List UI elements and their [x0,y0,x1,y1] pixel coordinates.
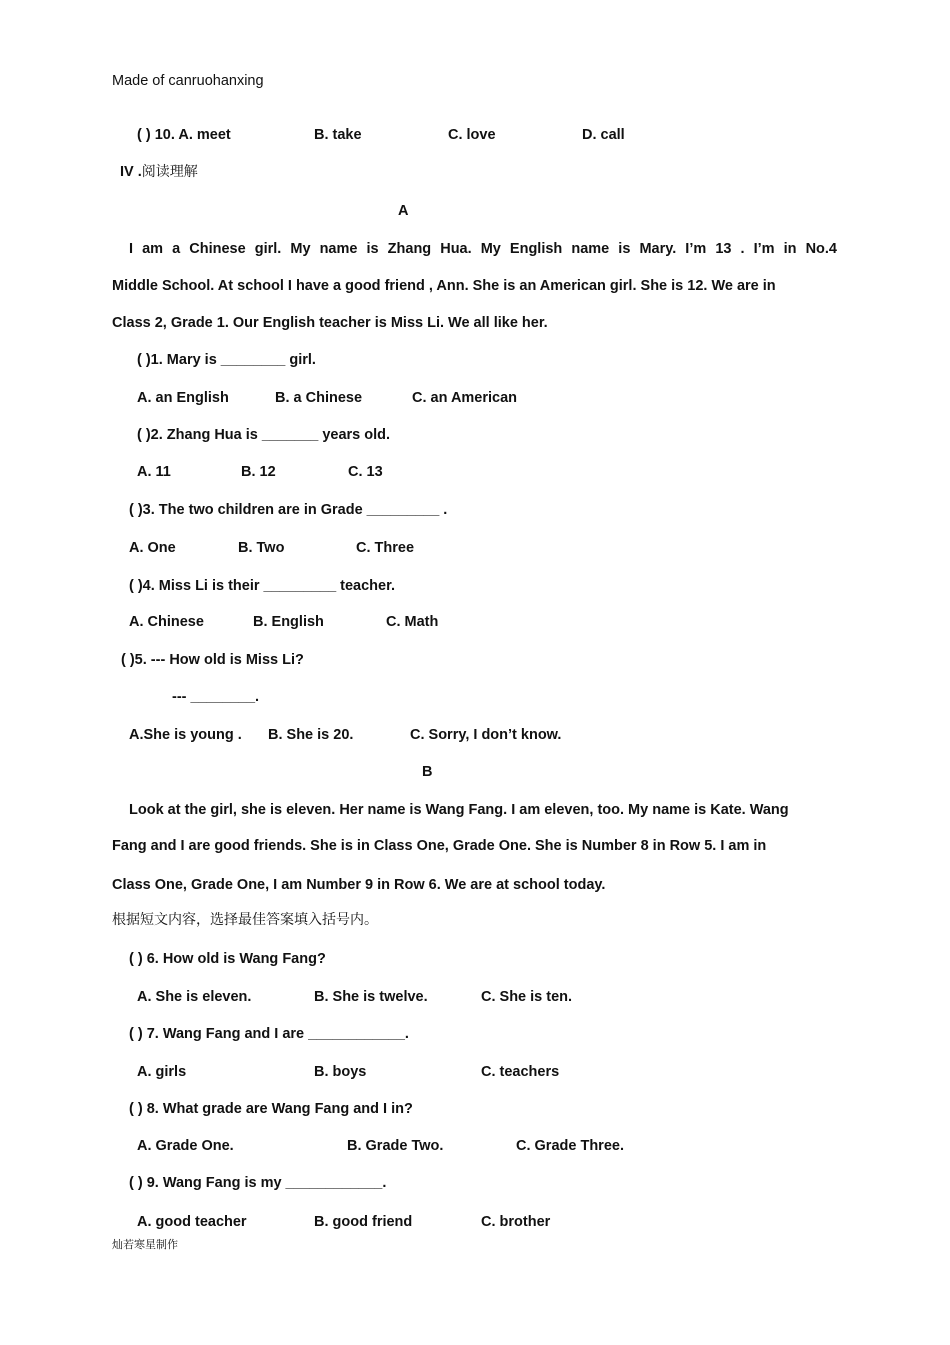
question-4-option-c: C. Math [386,614,439,630]
passage-b-line-1: Look at the girl, she is eleven. Her name is Wang Fang. I am eleven, too. My name is Kate. Wang [129,802,789,818]
passage-b-line-2: Fang and I are good friends. She is in Class One, Grade One. She is Number 8 in Row 5. I am in [112,838,767,854]
question-4-option-a: A. Chinese [129,614,204,630]
question-7-option-b: B. boys [314,1064,367,1080]
question-10-option-c: C. love [448,127,496,143]
question-7-stem: ( ) 7. Wang Fang and I are ____________. [129,1026,409,1042]
question-5-option-c: C. Sorry, I don’t know. [410,727,562,743]
section-title-cn: 阅读理解 [141,164,198,180]
passage-b-label: B [422,764,433,780]
section-title [120,163,198,181]
question-9-option-a: A. good teacher [137,1214,247,1230]
page-footer: 灿若寒星制作 [112,1238,178,1251]
question-10-option-d: D. call [582,127,625,143]
question-8-stem: ( ) 8. What grade are Wang Fang and I in? [129,1101,413,1117]
passage-a-line-3: Class 2, Grade 1. Our English teacher is Miss Li. We all like her. [112,315,548,331]
question-1-option-c: C. an American [412,390,518,406]
passage-a-line-2: Middle School. At school I have a good friend , Ann. She is an American girl. She is 12. We are in [112,278,776,294]
question-2-option-b: B. 12 [241,464,276,480]
question-9-stem: ( ) 9. Wang Fang is my ____________. [129,1175,387,1191]
question-2-option-a: A. 11 [137,464,171,480]
question-8-option-b: B. Grade Two. [347,1138,444,1154]
question-8-option-a: A. Grade One. [137,1138,234,1154]
question-10-option-b: B. take [314,127,362,143]
question-5-option-b: B. She is 20. [268,727,354,743]
question-5-stem: ( )5. --- How old is Miss Li? [121,652,304,668]
question-2-stem: ( )2. Zhang Hua is _______ years old. [137,427,391,443]
question-1-stem: ( )1. Mary is ________ girl. [137,352,316,368]
question-8-option-c: C. Grade Three. [516,1138,624,1154]
question-5-option-a: A.She is young . [129,727,242,743]
passage-a-label: A [398,203,409,219]
page-header: Made of canruohanxing [112,73,264,89]
question-2-option-c: C. 13 [348,464,383,480]
question-3-option-b: B. Two [238,540,285,556]
question-10-stem: ( ) 10. A. meet [137,127,231,143]
question-9-option-c: C. brother [481,1214,551,1230]
question-1-option-a: A. an English [137,390,229,406]
question-3-option-c: C. Three [356,540,415,556]
question-6-option-c: C. She is ten. [481,989,573,1005]
question-1-option-b: B. a Chinese [275,390,363,406]
passage-a-line-1: I am a Chinese girl. My name is Zhang Hua. My English name is Mary. I’m 13 . I’m in No.4 [129,241,837,257]
section-title-prefix: IV . [120,164,142,180]
question-4-option-b: B. English [253,614,324,630]
instruction-cn: 根据短文内容，选择最佳答案填入括号内。 [112,912,378,928]
question-3-stem: ( )3. The two children are in Grade _________ . [129,502,448,518]
question-6-option-b: B. She is twelve. [314,989,428,1005]
question-9-option-b: B. good friend [314,1214,413,1230]
question-5-answer-line: --- ________. [172,689,260,705]
question-6-stem: ( ) 6. How old is Wang Fang? [129,951,326,967]
question-6-option-a: A. She is eleven. [137,989,252,1005]
question-7-option-c: C. teachers [481,1064,560,1080]
question-3-option-a: A. One [129,540,176,556]
question-4-stem: ( )4. Miss Li is their _________ teacher. [129,578,395,594]
question-7-option-a: A. girls [137,1064,187,1080]
passage-b-line-3: Class One, Grade One, I am Number 9 in Row 6. We are at school today. [112,877,606,893]
